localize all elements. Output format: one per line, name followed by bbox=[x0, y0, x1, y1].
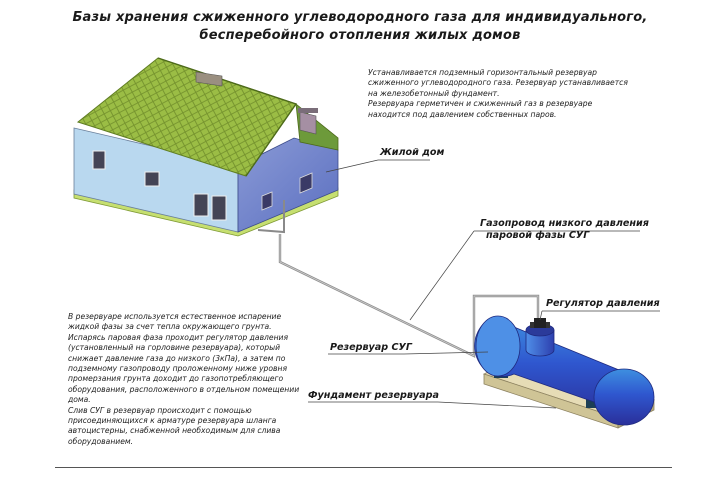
bottom-rule bbox=[55, 467, 672, 468]
description-top bbox=[368, 68, 650, 120]
description-bottom-line: дома. bbox=[68, 395, 91, 405]
description-bottom-line: (установленный на горловине резервуара), который bbox=[68, 343, 281, 353]
description-top-line: на железобетонный фундамент. bbox=[368, 88, 500, 98]
description-bottom-line: оборудования, расположенного в отдельном помещении bbox=[68, 384, 300, 394]
label-pipeline-line-2: паровой фазы СУГ bbox=[486, 230, 590, 241]
description-top-line: находится под давлением собственных паров. bbox=[368, 109, 557, 119]
description-top-line: Резервуара герметичен и сжиженный газ в резервуаре bbox=[368, 99, 593, 109]
window bbox=[194, 194, 208, 216]
window bbox=[93, 151, 105, 169]
chimney-right bbox=[300, 112, 316, 134]
label-regulator: Регулятор давления bbox=[546, 298, 660, 309]
description-top-line: сжиженного углеводородного газа. Резервуар устанавливается bbox=[368, 78, 628, 88]
description-bottom-line: присоединяющихся к арматуре резервуара шланга bbox=[68, 416, 277, 426]
title-line-2: бесперебойного отопления жилых домов bbox=[199, 28, 521, 43]
house bbox=[74, 58, 338, 236]
label-tank: Резервуар СУГ bbox=[330, 342, 413, 353]
description-bottom bbox=[68, 312, 302, 447]
window bbox=[212, 196, 226, 220]
description-bottom-line: автоцистерны, снабженной необходимым для слива bbox=[68, 426, 281, 436]
description-bottom-line: подземному газопроводу проложенному ниже уровня bbox=[68, 364, 288, 374]
label-foundation: Фундамент резервуара bbox=[308, 390, 439, 401]
description-bottom-line: промерзания грунта доходит до газопотребляющего bbox=[68, 374, 284, 384]
window bbox=[145, 172, 159, 186]
description-bottom-line: снижает давление газа до низкого (3кПа), а затем по bbox=[68, 353, 286, 363]
description-top-line: Устанавливается подземный горизонтальный резервуар bbox=[368, 68, 597, 77]
description-bottom-line: жидкой фазы за счет тепла окружающего грунта. bbox=[68, 322, 272, 332]
description-bottom-line: Слив СУГ в резервуар происходит с помощью bbox=[68, 405, 252, 415]
label-pipeline-line-1: Газопровод низкого давления bbox=[480, 218, 649, 229]
lpg-tank-assembly bbox=[475, 316, 654, 428]
description-bottom-line: оборудованием. bbox=[68, 436, 134, 446]
title-line-1: Базы хранения сжиженного углеводородного газа для индивидуального, bbox=[72, 10, 648, 25]
description-bottom-line: В резервуаре используется естественное испарение bbox=[68, 312, 282, 321]
description-bottom-line: Испарясь паровая фаза проходит регулятор давления bbox=[68, 332, 289, 342]
label-house: Жилой дом bbox=[380, 147, 445, 158]
